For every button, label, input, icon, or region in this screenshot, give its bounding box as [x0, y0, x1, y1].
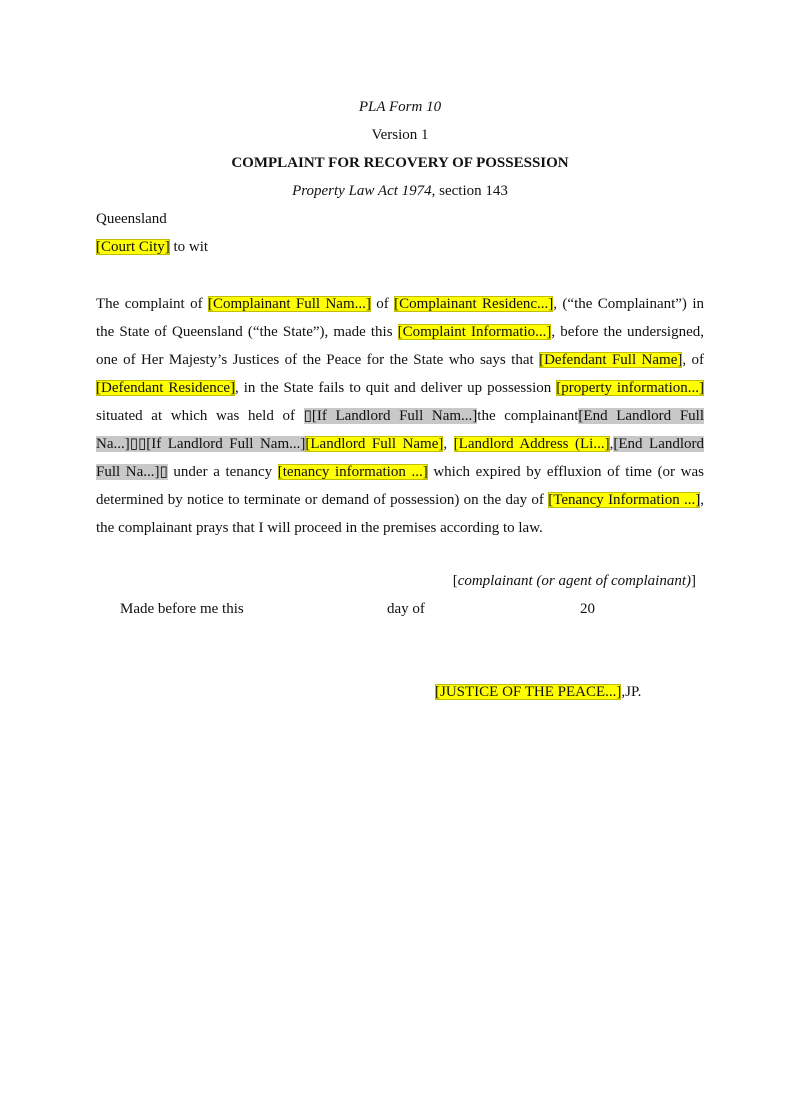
end-landlord-condition-field[interactable]: [End Landlord Full Na...]▯▯ — [96, 408, 704, 452]
court-city-field[interactable]: [Court City] — [96, 239, 170, 255]
state-name: Queensland — [96, 211, 167, 227]
body-text: under a tenancy — [167, 464, 278, 480]
body-text: situated at which was held of — [96, 408, 304, 424]
form-version: Version 1 — [371, 127, 429, 143]
property-information-field[interactable]: [property information...] — [556, 380, 704, 396]
act-section: , section 143 — [431, 183, 508, 199]
body-text: , — [609, 436, 614, 452]
if-landlord-condition-field-2[interactable]: [If Landlord Full Nam...] — [146, 436, 306, 452]
court-city-line — [96, 237, 208, 257]
jp-suffix: ,JP. — [621, 684, 642, 700]
form-name: PLA Form 10 — [358, 99, 442, 115]
complaint-information-field[interactable]: [Complaint Informatio...] — [397, 324, 552, 340]
complaint-paragraph — [96, 290, 704, 542]
body-text: , (“the Complainant”) in the State of Queensland (“the State”), made this — [96, 296, 704, 340]
justice-of-peace-field[interactable]: [JUSTICE OF THE PEACE...] — [435, 684, 622, 700]
complainant-name-field[interactable]: [Complainant Full Nam...] — [208, 296, 371, 312]
to-wit-text: to wit — [169, 239, 209, 255]
day-of-text: day of — [387, 601, 425, 617]
act-name: Property Law Act 1974 — [292, 183, 432, 199]
body-text: , — [443, 436, 454, 452]
complainant-signature-label — [453, 571, 696, 591]
year-prefix-text: 20 — [580, 601, 595, 617]
landlord-name-field[interactable]: [Landlord Full Name] — [305, 436, 444, 452]
tenancy-information-field-2[interactable]: [Tenancy Information ...] — [548, 492, 701, 508]
body-text: which expired by effluxion of time (or was determined by notice to terminate or demand of possession) on the day of — [96, 464, 705, 508]
justice-line — [435, 682, 641, 702]
defendant-residence-field[interactable]: [Defendant Residence] — [96, 380, 236, 396]
made-before-text: Made before me this — [120, 601, 244, 617]
if-landlord-condition-field[interactable]: ▯[If Landlord Full Nam...] — [303, 408, 478, 424]
body-text: , before the undersigned, one of Her Majesty’s Justices of the Peace for the State who says that — [96, 324, 705, 368]
landlord-address-field[interactable]: [Landlord Address (Li...] — [453, 436, 610, 452]
body-text: of — [370, 296, 395, 312]
act-reference — [0, 181, 800, 201]
body-text: The complaint of — [96, 296, 208, 312]
body-text: , of — [682, 352, 704, 368]
body-text: the complainant — [477, 408, 579, 424]
defendant-name-field[interactable]: [Defendant Full Name] — [539, 352, 683, 368]
body-text: , in the State fails to quit and deliver up possession — [235, 380, 557, 396]
tenancy-information-field[interactable]: [tenancy information ...] — [277, 464, 428, 480]
end-landlord-condition-field-2[interactable]: [End Landlord Full Na...]▯ — [96, 436, 705, 480]
signature-label-text: complainant (or agent of complainant) — [457, 573, 691, 589]
document-title: COMPLAINT FOR RECOVERY OF POSSESSION — [231, 155, 569, 171]
body-text: , the complainant prays that I will proceed in the premises according to law. — [96, 492, 704, 536]
complainant-residence-field[interactable]: [Complainant Residenc...] — [394, 296, 554, 312]
bracket-close: ] — [691, 573, 696, 589]
bracket-open: [ — [452, 573, 458, 589]
